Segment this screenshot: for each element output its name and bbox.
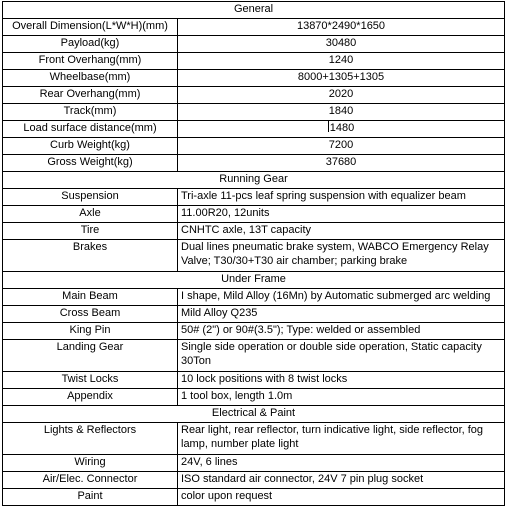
table-row bbox=[3, 87, 505, 104]
table-row bbox=[3, 206, 505, 223]
spec-label: Track(mm) bbox=[3, 104, 178, 121]
table-row bbox=[3, 19, 505, 36]
spec-value-editing[interactable] bbox=[178, 121, 505, 138]
spec-value: 1480 bbox=[329, 122, 355, 134]
spec-label: Lights & Reflectors bbox=[3, 423, 178, 455]
table-row bbox=[3, 455, 505, 472]
spec-value: color upon request bbox=[178, 489, 505, 506]
text-cursor bbox=[328, 121, 329, 132]
spec-value: CNHTC axle, 13T capacity bbox=[178, 223, 505, 240]
spec-value: 50# (2") or 90#(3.5"); Type: welded or assembled bbox=[178, 323, 505, 340]
table-row bbox=[3, 223, 505, 240]
spec-label: Tire bbox=[3, 223, 178, 240]
spec-label: King Pin bbox=[3, 323, 178, 340]
spec-value: 24V, 6 lines bbox=[178, 455, 505, 472]
spec-label: Axle bbox=[3, 206, 178, 223]
spec-value: Dual lines pneumatic brake system, WABCO Emergency Relay Valve; T30/30+T30 air chamber; parking brake bbox=[178, 240, 505, 272]
spec-value: ISO standard air connector, 24V 7 pin plug socket bbox=[178, 472, 505, 489]
spec-value: 1240 bbox=[178, 53, 505, 70]
spec-label: Cross Beam bbox=[3, 306, 178, 323]
spec-value: 1840 bbox=[178, 104, 505, 121]
spec-table bbox=[2, 1, 505, 506]
table-row bbox=[3, 323, 505, 340]
spec-value: 10 lock positions with 8 twist locks bbox=[178, 372, 505, 389]
spec-value: Single side operation or double side operation, Static capacity 30Ton bbox=[178, 340, 505, 372]
spec-value: 7200 bbox=[178, 138, 505, 155]
spec-label: Landing Gear bbox=[3, 340, 178, 372]
table-row bbox=[3, 306, 505, 323]
spec-value: Mild Alloy Q235 bbox=[178, 306, 505, 323]
section-header-electrical-paint: Electrical & Paint bbox=[3, 406, 505, 423]
table-row bbox=[3, 240, 505, 272]
spec-label: Curb Weight(kg) bbox=[3, 138, 178, 155]
spec-label: Twist Locks bbox=[3, 372, 178, 389]
spec-label: Gross Weight(kg) bbox=[3, 155, 178, 172]
spec-label: Brakes bbox=[3, 240, 178, 272]
table-row bbox=[3, 155, 505, 172]
section-header-running-gear: Running Gear bbox=[3, 172, 505, 189]
spec-label: Wheelbase(mm) bbox=[3, 70, 178, 87]
table-row bbox=[3, 36, 505, 53]
spec-value: 2020 bbox=[178, 87, 505, 104]
spec-label: Suspension bbox=[3, 189, 178, 206]
spec-value: 13870*2490*1650 bbox=[178, 19, 505, 36]
spec-value: 30480 bbox=[178, 36, 505, 53]
table-row bbox=[3, 53, 505, 70]
spec-label: Paint bbox=[3, 489, 178, 506]
spec-value: Rear light, rear reflector, turn indicative light, side reflector, fog lamp, number plate light bbox=[178, 423, 505, 455]
spec-value: 8000+1305+1305 bbox=[178, 70, 505, 87]
spec-label: Air/Elec. Connector bbox=[3, 472, 178, 489]
table-row bbox=[3, 423, 505, 455]
spec-value: 11.00R20, 12units bbox=[178, 206, 505, 223]
spec-label: Wiring bbox=[3, 455, 178, 472]
spec-label: Main Beam bbox=[3, 289, 178, 306]
table-row bbox=[3, 389, 505, 406]
spec-value: 37680 bbox=[178, 155, 505, 172]
spec-label: Overall Dimension(L*W*H)(mm) bbox=[3, 19, 178, 36]
spec-label: Rear Overhang(mm) bbox=[3, 87, 178, 104]
spec-label: Payload(kg) bbox=[3, 36, 178, 53]
table-row bbox=[3, 70, 505, 87]
table-row bbox=[3, 340, 505, 372]
table-row bbox=[3, 138, 505, 155]
table-row bbox=[3, 289, 505, 306]
spec-label: Appendix bbox=[3, 389, 178, 406]
spec-label: Load surface distance(mm) bbox=[3, 121, 178, 138]
section-header-general: General bbox=[3, 2, 505, 19]
table-row bbox=[3, 472, 505, 489]
spec-value: 1 tool box, length 1.0m bbox=[178, 389, 505, 406]
spec-value: I shape, Mild Alloy (16Mn) by Automatic submerged arc welding bbox=[178, 289, 505, 306]
spec-value: Tri-axle 11-pcs leaf spring suspension with equalizer beam bbox=[178, 189, 505, 206]
table-row bbox=[3, 372, 505, 389]
section-header-under-frame: Under Frame bbox=[3, 272, 505, 289]
spec-label: Front Overhang(mm) bbox=[3, 53, 178, 70]
table-row bbox=[3, 489, 505, 506]
table-row bbox=[3, 121, 505, 138]
table-row bbox=[3, 189, 505, 206]
table-row bbox=[3, 104, 505, 121]
